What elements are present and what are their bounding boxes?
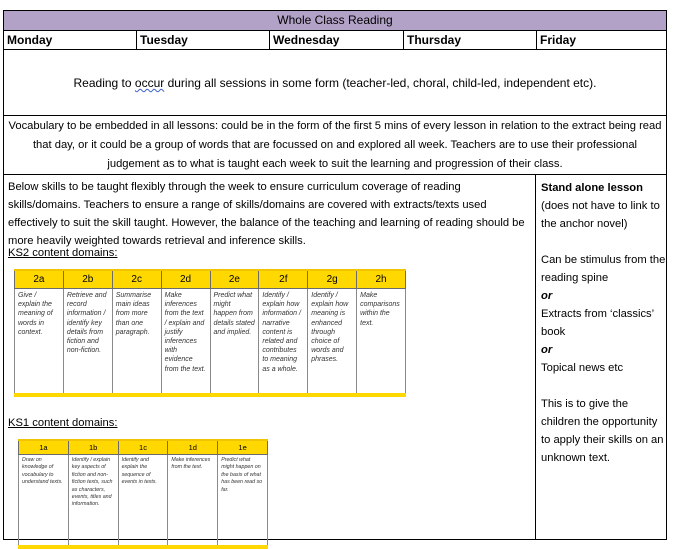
ks1-domain-header: 1b <box>68 440 118 455</box>
ks2-domain-header: 2d <box>161 270 210 289</box>
ks1-domain-header: 1d <box>168 440 218 455</box>
whole-class-reading-table <box>3 10 667 540</box>
skills-row <box>4 175 666 539</box>
standalone-heading <box>541 179 666 233</box>
standalone-title: Stand alone lesson <box>541 182 643 194</box>
ks1-domain-table <box>18 439 268 549</box>
ks2-domain-table <box>14 269 406 397</box>
ks2-domain-description: Identify / explain how information / narrative content is related and contributes to meaning as a whole. <box>259 289 308 396</box>
day-monday: Monday <box>4 31 137 49</box>
skills-cell <box>4 175 536 539</box>
reading-note-underlined: occur <box>134 76 165 90</box>
standalone-extracts: Extracts from ‘classics’ book <box>541 308 654 338</box>
ks1-domain-description: Identify / explain key aspects of fiction and non-fiction texts, such as characters, events, titles and information. <box>68 455 118 548</box>
ks2-header-row <box>15 270 406 289</box>
ks1-domain-header: 1c <box>118 440 168 455</box>
skills-note: Below skills to be taught flexibly through the week to ensure curriculum coverage of reading skills/domains. Teachers to ensure a range of skills/domains are covered with extracts/texts used effectively to suit the skill taught. However, the balance of the teaching and learning of reading should be more heavily weighted towards retrieval and inference skills. <box>8 181 525 247</box>
ks1-domain-header: 1e <box>218 440 268 455</box>
ks2-domain-header: 2h <box>357 270 406 289</box>
ks1-label: KS1 content domains: <box>8 417 118 429</box>
ks2-domain-header: 2g <box>308 270 357 289</box>
weekday-header-row <box>4 31 666 50</box>
ks1-domain-description: Predict what might happen on the basis of what has been read so far. <box>218 455 268 548</box>
reading-note-before: Reading to <box>73 76 135 90</box>
ks2-domain-description: Make comparisons within the text. <box>357 289 406 396</box>
ks2-domain-header: 2e <box>210 270 259 289</box>
day-wednesday: Wednesday <box>270 31 404 49</box>
table-title: Whole Class Reading <box>4 11 666 31</box>
standalone-purpose: This is to give the children the opportunity to apply their skills on an unknown text. <box>541 398 664 464</box>
ks2-domain-header: 2b <box>63 270 112 289</box>
ks2-domain-description: Make inferences from the text / explain and justify inferences with evidence from the text. <box>161 289 210 396</box>
ks2-domain-header: 2a <box>15 270 64 289</box>
ks2-domain-description: Retrieve and record information / identify key details from fiction and non-fiction. <box>63 289 112 396</box>
ks2-label: KS2 content domains: <box>8 247 118 259</box>
ks2-domain-header: 2f <box>259 270 308 289</box>
standalone-topical: Topical news etc <box>541 362 624 374</box>
standalone-title-rest: (does not have to link to the anchor novel) <box>541 200 660 230</box>
ks1-domain-description: Make inferences from the text. <box>168 455 218 548</box>
day-tuesday: Tuesday <box>137 31 270 49</box>
day-thursday: Thursday <box>404 31 537 49</box>
standalone-stimulus: Can be stimulus from the reading spine <box>541 254 666 284</box>
ks1-description-row <box>19 455 268 548</box>
standalone-or-1: or <box>541 290 553 302</box>
day-friday: Friday <box>540 33 577 47</box>
ks2-domain-description: Identify / explain how meaning is enhanced through choice of words and phrases. <box>308 289 357 396</box>
ks1-domain-description: Draw on knowledge of vocabulary to understand texts. <box>19 455 69 548</box>
ks1-domain-header: 1a <box>19 440 69 455</box>
ks1-header-row <box>19 440 268 455</box>
ks2-description-row <box>15 289 406 396</box>
ks2-domain-description: Give / explain the meaning of words in context. <box>15 289 64 396</box>
reading-note-after: during all sessions in some form (teacher-led, choral, child-led, independent etc). <box>164 76 597 90</box>
ks1-domain-description: Identify and explain the sequence of events in texts. <box>118 455 168 548</box>
ks2-domain-header: 2c <box>112 270 161 289</box>
ks2-domain-description: Predict what might happen from details stated and implied. <box>210 289 259 396</box>
ks2-domain-description: Summarise main ideas from more than one paragraph. <box>112 289 161 396</box>
vocabulary-note-row: Vocabulary to be embedded in all lessons: could be in the form of the first 5 mins of every lesson in relation to the extract being read that day, or it could be a group of words that are focussed on and explored all week. Teachers are to use their professional judgement as to what is taught each week to suit the learning and progression of their class. <box>4 116 666 175</box>
standalone-or-2: or <box>541 344 553 356</box>
standalone-lesson-cell <box>536 175 666 539</box>
reading-note-row <box>4 50 666 116</box>
